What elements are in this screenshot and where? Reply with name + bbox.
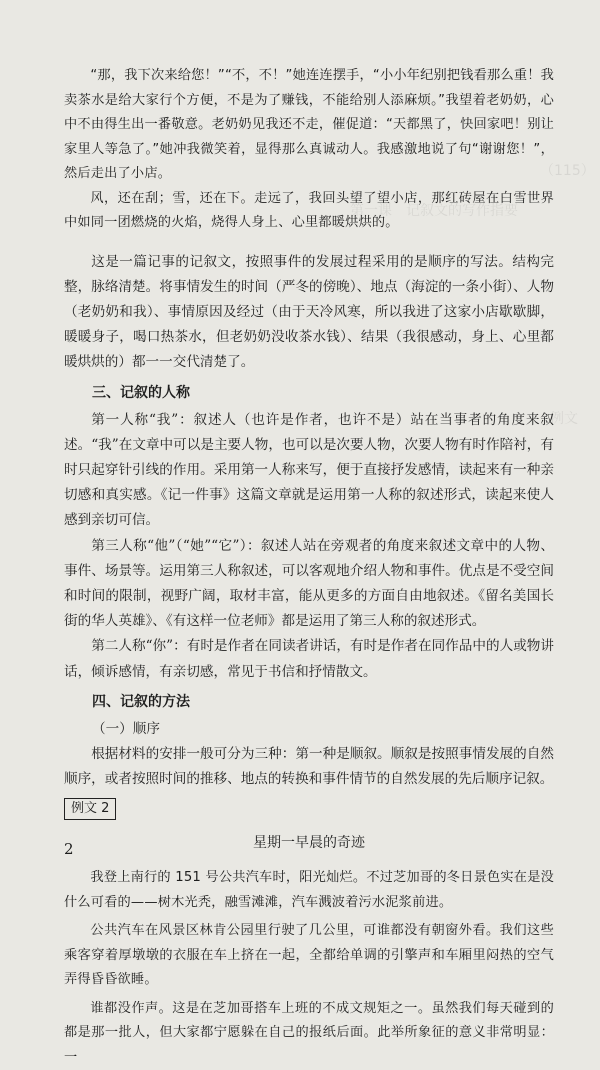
bleed-through-heading: 第一课 记叙文的写作指要 <box>350 203 518 219</box>
section-heading: 四、记叙的方法 <box>92 693 190 710</box>
subsection-heading: （一）顺序 <box>92 720 160 737</box>
example-title: 星期一早晨的奇迹 <box>253 835 365 852</box>
body-paragraph: 第三人称“他”（“她”“它”）：叙述人站在旁观者的角度来叙述文章中的人物、事件、场景等。运用第三人称叙述，可以客观地介绍人物和事件。优点是不受空间和时间的限制，视野广阔，取材丰富，能从更多的方面自由地叙述。《留名美国长街的华人英雄》、《有这样一位老师》都是运用了第三人称的叙述形式。 <box>64 537 554 630</box>
body-paragraph: 第二人称“你”：有时是作者在同读者讲话，有时是作者在同作品中的人或物讲话，倾诉感情，有亲切感，常见于书信和抒情散文。 <box>64 638 554 680</box>
example-paragraph: 谁都没作声。这是在芝加哥搭车上班的不成文规矩之一。虽然我们每天碰到的都是那一批人，但大家都宁愿躲在自己的报纸后面。此举所象征的意义非常明显：一 <box>64 1000 554 1065</box>
story-continuation <box>64 64 554 236</box>
section-heading: 三、记叙的人称 <box>92 384 190 401</box>
body-paragraph: 第一人称“我”：叙述人（也许是作者，也许不是）站在当事者的角度来叙述。“我”在文章中可以是主要人物，也可以是次要人物，次要人物有时作陪衬，有时只起穿针引线的作用。采用第一人称来写，便于直接抒发感情，读起来有一种亲切感和真实感。《记一件事》这篇文章就是运用第一人称的叙述形式，读起来使人感到亲切可信。 <box>64 411 554 529</box>
example-paragraph: 公共汽车在风景区林肯公园里行驶了几公里，可谁都没有朝窗外看。我们这些乘客穿着厚墩墩的衣服在车上挤在一起，全都给单调的引擎声和车厢里闷热的空气弄得昏昏欲睡。 <box>64 923 554 988</box>
section-narrative-person <box>64 380 554 685</box>
page-number: 2 <box>64 840 74 858</box>
example-paragraph: 我登上南行的 151 号公共汽车时，阳光灿烂。不过芝加哥的冬日景色实在是没什么可看的——树木光秃，融雪滩滩，汽车溅波着污水泥浆前进。 <box>64 870 554 910</box>
story-paragraph: 风，还在刮；雪，还在下。走远了，我回头望了望小店，那红砖屋在白雪世界中如同一团燃烧的火焰，烧得人身上、心里都暖烘烘的。 <box>64 190 554 230</box>
example-block <box>64 792 554 1070</box>
example-tag: 例文 2 <box>64 798 116 820</box>
bleed-through-tag: 例文 <box>550 411 578 427</box>
analysis-paragraph: 这是一篇记事的记叙文，按照事件的发展过程采用的是顺序的写法。结构完整，脉络清楚。将事情发生的时间（严冬的傍晚）、地点（海淀的一条小街）、人物（老奶奶和我）、事情原因及经过（由于天冷风寒，所以我进了这家小店歇歇脚，暖暖身子，喝口热茶水，但老奶奶没收茶水钱）、结果（我很感动，身上、心里都暖烘烘的）都一一交代清楚了。 <box>64 253 554 371</box>
bleed-through-number: （115） <box>540 163 595 179</box>
section-narrative-method <box>64 689 554 792</box>
story-paragraph: “那，我下次来给您！”“不，不！”她连连摆手，“小小年纪别把钱看那么重！我卖茶水是给大家行个方便，不是为了赚钱，不能给别人添麻烦。”我望着老奶奶，心中不由得生出一番敬意。老奶奶见我还不走，催促道：“天都黑了，快回家吧！别让家里人等急了。”她冲我微笑着，显得那么真诚动人。我感激地说了句“谢谢您！”，然后走出了小店。 <box>64 68 554 181</box>
body-paragraph: 根据材料的安排一般可分为三种：第一种是顺叙。顺叙是按照事情发展的自然顺序，或者按照时间的推移、地点的转换和事件情节的自然发展的先后顺序记叙。 <box>64 745 554 787</box>
